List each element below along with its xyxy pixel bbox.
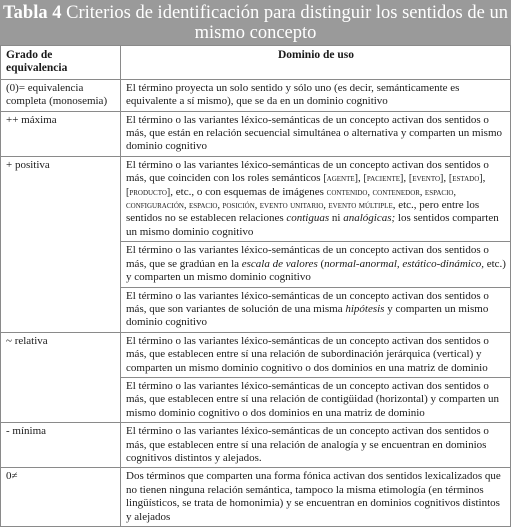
table-row [1,79,511,111]
grade-cell: 0≠ [1,468,121,527]
domain-cell: Dos términos que comparten una forma fónica activan dos sentidos lexicalizados que no tienen ninguna relación semántica, tampoco la misma etimología (en términos lingüísticos, se trata de homonimia) y se encuentran en dominios cognitivos distintos y alejados [121,468,511,527]
caption-text: Criterios de identificación para distinguir los sentidos de un mismo concepto [61,3,508,43]
grade-cell: (0)= equivalencia completa (monosemia) [1,79,121,111]
header-row [1,46,511,80]
table-caption [0,0,511,45]
domain-cell: El término o las variantes léxico-semánticas de un concepto activan dos sentidos o más, que se gradúan en la escala de valores (normal-anormal, estático-dinámico, etc.) y comparten un mismo dominio cognitivo [121,242,511,287]
domain-cell: El término o las variantes léxico-semánticas de un concepto activan dos sentidos o más, que establecen entre sí una relación de subordinación jerárquica (vertical) y comparten un mismo dominio cognitivo o dos dominios en una matriz de dominio [121,332,511,377]
grade-cell: ++ máxima [1,111,121,156]
domain-cell: El término o las variantes léxico-semánticas de un concepto activan dos sentidos o más, que están en relación secuencial simultánea o alternativa y comparten un mismo dominio cognitivo [121,111,511,156]
grade-cell: + positiva [1,156,121,332]
domain-cell: El término proyecta un solo sentido y sólo uno (es decir, semánticamente es equivalente a sí mismo), que se da en un dominio cognitivo [121,79,511,111]
table-row [1,156,511,241]
grade-cell: ~ relativa [1,332,121,422]
table-row [1,111,511,156]
domain-cell: El término o las variantes léxico-semánticas de un concepto activan dos sentidos o más, que establecen entre sí una relación de contigüidad (horizontal) y comparten un mismo dominio cognitivo o dos dominios en una matriz de dominio [121,377,511,422]
domain-cell: El término o las variantes léxico-semánticas de un concepto activan dos sentidos o más, que establecen entre sí una relación de analogía y se encuentran en dominios cognitivos distintos y alejados. [121,423,511,468]
table-row [1,332,511,377]
table-row [1,468,511,527]
header-domain: Dominio de uso [121,46,511,80]
criteria-table [0,45,511,527]
domain-cell: El término o las variantes léxico-semánticas de un concepto activan dos sentidos o más, que son variantes de solución de una misma hipótesis y comparten un mismo dominio cognitivo [121,287,511,332]
table-row [1,423,511,468]
domain-cell: El término o las variantes léxico-semánticas de un concepto activan dos sentidos o más, que coinciden con los roles semánticos [agente], [paciente], [evento], [estado], [producto], etc., o con esquemas de imágenes contenido, contenedor, espacio, configuración, espacio, posición, evento unitario, evento múltiple, etc., pero entre los sentidos no se establecen relaciones contiguas ni analógicas; los sentidos comparten un mismo dominio cognitivo [121,156,511,241]
header-grade: Grado de equivalencia [1,46,121,80]
grade-cell: - mínima [1,423,121,468]
table-number: Tabla 4 [3,3,62,23]
